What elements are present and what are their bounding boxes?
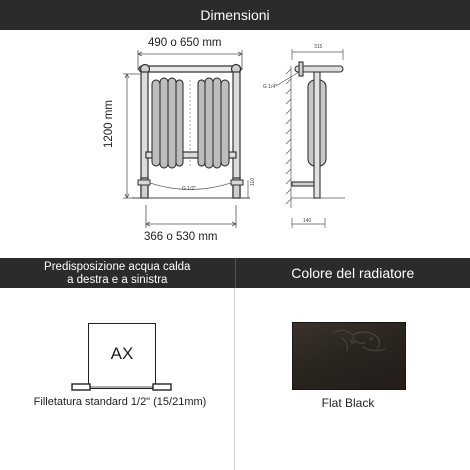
pipe-bottom-label: G 1/2" xyxy=(182,186,197,192)
connection-box-label: AX xyxy=(110,344,134,363)
side-foot-label: 110 xyxy=(250,178,256,186)
side-bottom-label: 140 xyxy=(303,218,312,224)
ornament-icon xyxy=(293,323,405,389)
width-label: 490 o 650 mm xyxy=(148,37,222,49)
color-name: Flat Black xyxy=(321,396,375,410)
connection-caption: Filletatura standard 1/2" (15/21mm) xyxy=(33,396,207,408)
bottom-width-label: 366 o 530 mm xyxy=(144,231,218,243)
side-top-label: 315 xyxy=(314,44,323,50)
color-title: Colore del radiatore xyxy=(291,265,415,281)
plumbing-title-line2: a destra e a sinistra xyxy=(67,274,168,286)
color-swatch xyxy=(292,322,406,390)
side-thread-label: G 1/4" xyxy=(263,84,278,90)
plumbing-title-line1: Predisposizione acqua calda xyxy=(44,261,191,273)
dimensions-title: Dimensioni xyxy=(200,7,270,23)
height-label: 1200 mm xyxy=(103,100,115,148)
